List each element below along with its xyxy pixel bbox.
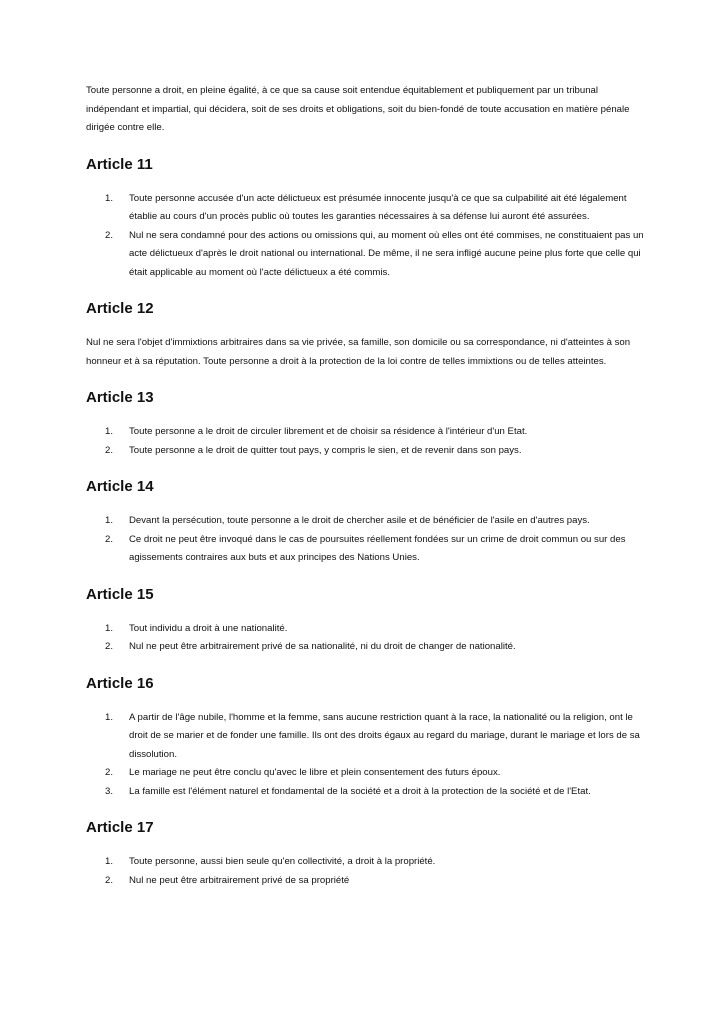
article-12 <box>86 299 646 388</box>
article-list <box>86 423 646 460</box>
article-title: Article 11 <box>86 155 153 173</box>
list-item <box>86 512 646 531</box>
article-list <box>86 709 646 802</box>
list-text: Tout individu a droit à une nationalité. <box>129 622 288 634</box>
list-number: 3. <box>105 785 114 797</box>
list-number: 2. <box>105 641 114 652</box>
list-item <box>86 442 646 461</box>
article-list <box>86 190 646 283</box>
article-15 <box>86 585 646 674</box>
list-item <box>86 709 646 765</box>
list-text: Nul ne sera condamné pour des actions ou omissions qui, au moment où elles ont été commises, ne constituaient pas un acte délictueux d'après le droit national ou international. De même, il ne sera infligé aucune peine plus forte que celle qui était applicable au moment où l'acte délictueux a été commis. <box>129 229 644 278</box>
list-text: Devant la persécution, toute personne a le droit de chercher asile et de bénéficier de l'asile en d'autres pays. <box>129 515 590 526</box>
article-title: Article 13 <box>86 389 154 406</box>
list-item <box>86 783 646 802</box>
list-number: 2. <box>105 767 114 778</box>
list-text: Toute personne a le droit de quitter tout pays, y compris le sien, et de revenir dans son pays. <box>129 444 522 456</box>
list-text: Nul ne peut être arbitrairement privé de sa propriété <box>129 874 350 886</box>
list-number: 2. <box>105 533 114 545</box>
list-text: Ce droit ne peut être invoqué dans le cas de poursuites réellement fondées sur un crime de droit commun ou sur des agissements contraires aux buts et aux principes des Nations Unies. <box>129 533 626 563</box>
list-number: 1. <box>105 192 114 204</box>
list-number: 1. <box>105 622 114 634</box>
article-list <box>86 512 646 568</box>
intro-paragraph: Toute personne a droit, en pleine égalité, à ce que sa cause soit entendue équitablement et publiquement par un tribunal indépendant et impartial, qui décidera, soit de ses droits et obligations, soit du bien-fondé de toute accusation en matière pénale dirigée contre elle. <box>86 85 630 133</box>
article-list <box>86 620 646 657</box>
list-item <box>86 531 646 568</box>
article-11 <box>86 155 646 300</box>
list-item <box>86 620 646 639</box>
list-item <box>86 227 646 283</box>
list-text: Toute personne accusée d'un acte délictueux est présumée innocente jusqu'à ce que sa culpabilité ait été légalement établie au cours d'un procès public où toutes les garanties nécessaires à sa défense lui auront été assurées. <box>129 192 627 222</box>
article-title: Article 16 <box>86 674 154 692</box>
list-number: 2. <box>105 229 114 241</box>
list-number: 1. <box>105 711 114 723</box>
list-text: Toute personne, aussi bien seule qu'en collectivité, a droit à la propriété. <box>129 856 436 867</box>
list-text: Toute personne a le droit de circuler librement et de choisir sa résidence à l'intérieur d'un Etat. <box>129 426 528 437</box>
list-item <box>86 190 646 227</box>
list-number: 2. <box>105 444 114 456</box>
list-item <box>86 853 646 872</box>
list-item <box>86 872 646 891</box>
article-title: Article 15 <box>86 585 154 603</box>
list-item <box>86 764 646 783</box>
article-13 <box>86 388 646 477</box>
list-text: La famille est l'élément naturel et fondamental de la société et a droit à la protection de la société et de l'Etat. <box>129 785 591 797</box>
list-text: A partir de l'âge nubile, l'homme et la femme, sans aucune restriction quant à la race, la nationalité ou la religion, ont le droit de se marier et de fonder une famille. Ils ont des droits égaux au regard du mariage, durant le mariage et lors de sa dissolution. <box>129 711 640 760</box>
article-17 <box>86 818 646 890</box>
article-title: Article 17 <box>86 819 154 836</box>
article-title: Article 14 <box>86 478 154 495</box>
list-text: Nul ne peut être arbitrairement privé de sa nationalité, ni du droit de changer de nationalité. <box>129 641 516 652</box>
list-number: 1. <box>105 515 114 526</box>
list-number: 1. <box>105 426 114 437</box>
article-title: Article 12 <box>86 300 154 317</box>
list-item <box>86 638 646 657</box>
article-16 <box>86 674 646 819</box>
list-item <box>86 423 646 442</box>
article-paragraph: Nul ne sera l'objet d'immixtions arbitraires dans sa vie privée, sa famille, son domicile ou sa correspondance, ni d'atteintes à son honneur et à sa réputation. Toute personne a droit à la protection de la loi contre de telles immixtions ou de telles atteintes. <box>86 337 631 367</box>
list-number: 2. <box>105 874 114 886</box>
article-14 <box>86 477 646 585</box>
article-list <box>86 853 646 890</box>
list-text: Le mariage ne peut être conclu qu'avec le libre et plein consentement des futurs époux. <box>129 767 501 778</box>
list-number: 1. <box>105 856 114 867</box>
document-page <box>86 82 646 890</box>
